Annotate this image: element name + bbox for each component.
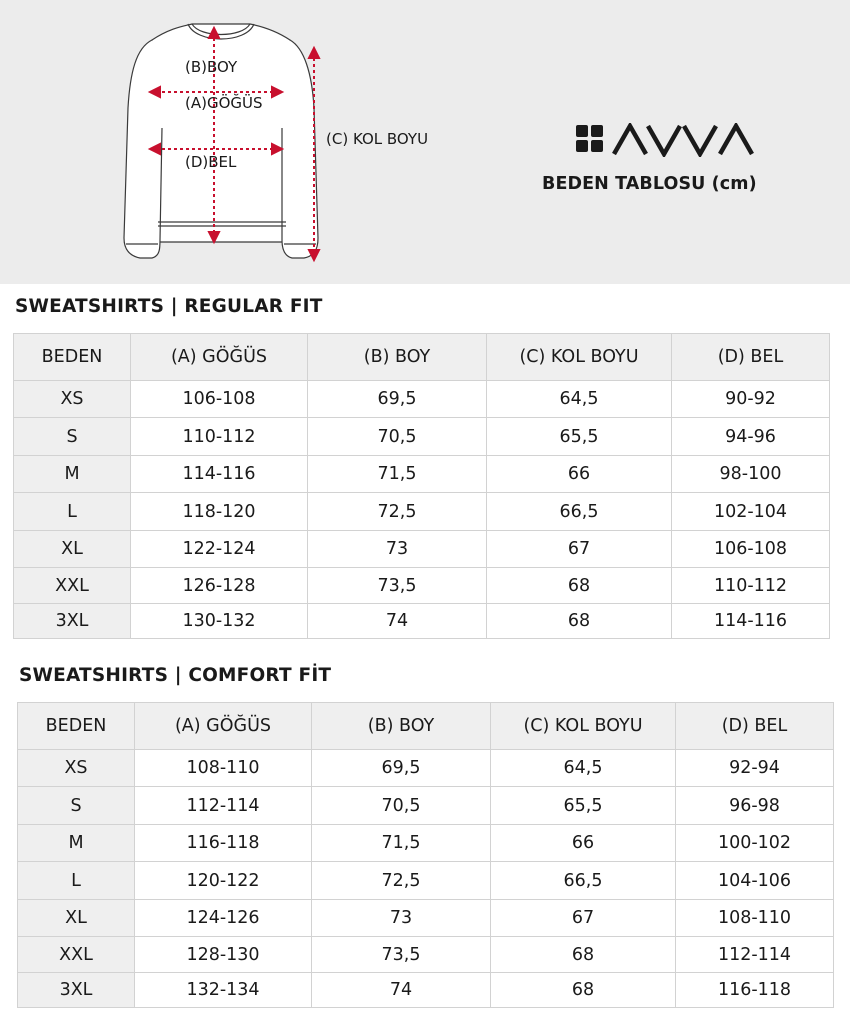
table-row [18,900,834,937]
table-row [18,787,834,825]
kol-boyu-cell: 66,5 [491,862,676,900]
boy-cell: 71,5 [312,825,491,862]
table-row [14,418,830,456]
gogus-cell: 118-120 [131,493,308,531]
size-cell: XXL [14,568,131,604]
size-cell: 3XL [18,973,135,1008]
gogus-cell: 124-126 [135,900,312,937]
gogus-cell: 116-118 [135,825,312,862]
table-row [14,568,830,604]
header-kol-boyu: (C) KOL BOYU [491,703,676,750]
boy-cell: 70,5 [312,787,491,825]
header-kol-boyu: (C) KOL BOYU [487,334,672,381]
size-cell: S [14,418,131,456]
kol-boyu-cell: 65,5 [487,418,672,456]
header-gogus: (A) GÖĞÜS [135,703,312,750]
size-cell: L [18,862,135,900]
boy-cell: 73,5 [308,568,487,604]
header-boy: (B) BOY [308,334,487,381]
kol-boyu-cell: 66,5 [487,493,672,531]
kol-boyu-cell: 66 [487,456,672,493]
size-cell: XL [14,531,131,568]
header-gogus: (A) GÖĞÜS [131,334,308,381]
boy-cell: 74 [308,604,487,639]
size-cell: XS [14,381,131,418]
gogus-cell: 126-128 [131,568,308,604]
bel-cell: 116-118 [676,973,834,1008]
kol-boyu-cell: 68 [487,604,672,639]
sweatshirt-diagram [100,18,460,278]
header-bel: (D) BEL [676,703,834,750]
bel-cell: 110-112 [672,568,830,604]
bel-cell: 96-98 [676,787,834,825]
bel-cell: 104-106 [676,862,834,900]
size-cell: L [14,493,131,531]
table-header-row [18,703,834,750]
boy-cell: 73 [308,531,487,568]
size-cell: XL [18,900,135,937]
kol-boyu-cell: 68 [491,937,676,973]
bel-cell: 100-102 [676,825,834,862]
boy-cell: 74 [312,973,491,1008]
size-cell: M [18,825,135,862]
table-header-row [14,334,830,381]
kol-boyu-cell: 66 [491,825,676,862]
bel-cell: 92-94 [676,750,834,787]
boy-cell: 69,5 [308,381,487,418]
bel-cell: 112-114 [676,937,834,973]
table-row [18,973,834,1008]
table-row [18,750,834,787]
gogus-cell: 122-124 [131,531,308,568]
table-row [14,493,830,531]
boy-cell: 70,5 [308,418,487,456]
size-cell: XS [18,750,135,787]
bel-cell: 106-108 [672,531,830,568]
kol-boyu-cell: 67 [487,531,672,568]
boy-label: (B)BOY [185,58,238,76]
gogus-label: (A)GÖĞÜS [185,94,263,112]
table-row [18,825,834,862]
header-band [0,0,850,284]
table-row [18,937,834,973]
header-boy: (B) BOY [312,703,491,750]
bel-cell: 114-116 [672,604,830,639]
bel-cell: 98-100 [672,456,830,493]
gogus-cell: 110-112 [131,418,308,456]
boy-cell: 72,5 [308,493,487,531]
gogus-cell: 108-110 [135,750,312,787]
kol-boyu-cell: 64,5 [491,750,676,787]
gogus-cell: 114-116 [131,456,308,493]
comfort-fit-table [17,702,834,1008]
boy-cell: 71,5 [308,456,487,493]
boy-cell: 73,5 [312,937,491,973]
table-row [14,456,830,493]
table-row [14,381,830,418]
boy-cell: 72,5 [312,862,491,900]
header-bel: (D) BEL [672,334,830,381]
kol-boyu-cell: 68 [487,568,672,604]
size-cell: 3XL [14,604,131,639]
bel-label: (D)BEL [185,153,237,171]
table-row [14,604,830,639]
brand-block [540,118,800,208]
header-beden: BEDEN [18,703,135,750]
boy-cell: 73 [312,900,491,937]
regular-fit-title: SWEATSHIRTS | REGULAR FIT [15,296,323,317]
kol-boyu-cell: 65,5 [491,787,676,825]
comfort-fit-title: SWEATSHIRTS | COMFORT FİT [19,665,332,686]
boy-cell: 69,5 [312,750,491,787]
bel-cell: 90-92 [672,381,830,418]
table-row [14,531,830,568]
kol-boyu-cell: 68 [491,973,676,1008]
header-beden: BEDEN [14,334,131,381]
kol-boyu-cell: 64,5 [487,381,672,418]
bel-cell: 94-96 [672,418,830,456]
regular-fit-table [13,333,830,639]
gogus-cell: 128-130 [135,937,312,973]
gogus-cell: 132-134 [135,973,312,1008]
size-cell: S [18,787,135,825]
gogus-cell: 112-114 [135,787,312,825]
gogus-cell: 130-132 [131,604,308,639]
size-cell: M [14,456,131,493]
sweatshirt-illustration [100,18,460,278]
bel-cell: 102-104 [672,493,830,531]
size-chart-title: BEDEN TABLOSU (cm) [542,174,757,194]
table-row [18,862,834,900]
size-cell: XXL [18,937,135,973]
bel-cell: 108-110 [676,900,834,937]
avva-logo-icon [576,123,760,161]
gogus-cell: 120-122 [135,862,312,900]
kol-boyu-label: (C) KOL BOYU [326,130,429,148]
gogus-cell: 106-108 [131,381,308,418]
kol-boyu-cell: 67 [491,900,676,937]
